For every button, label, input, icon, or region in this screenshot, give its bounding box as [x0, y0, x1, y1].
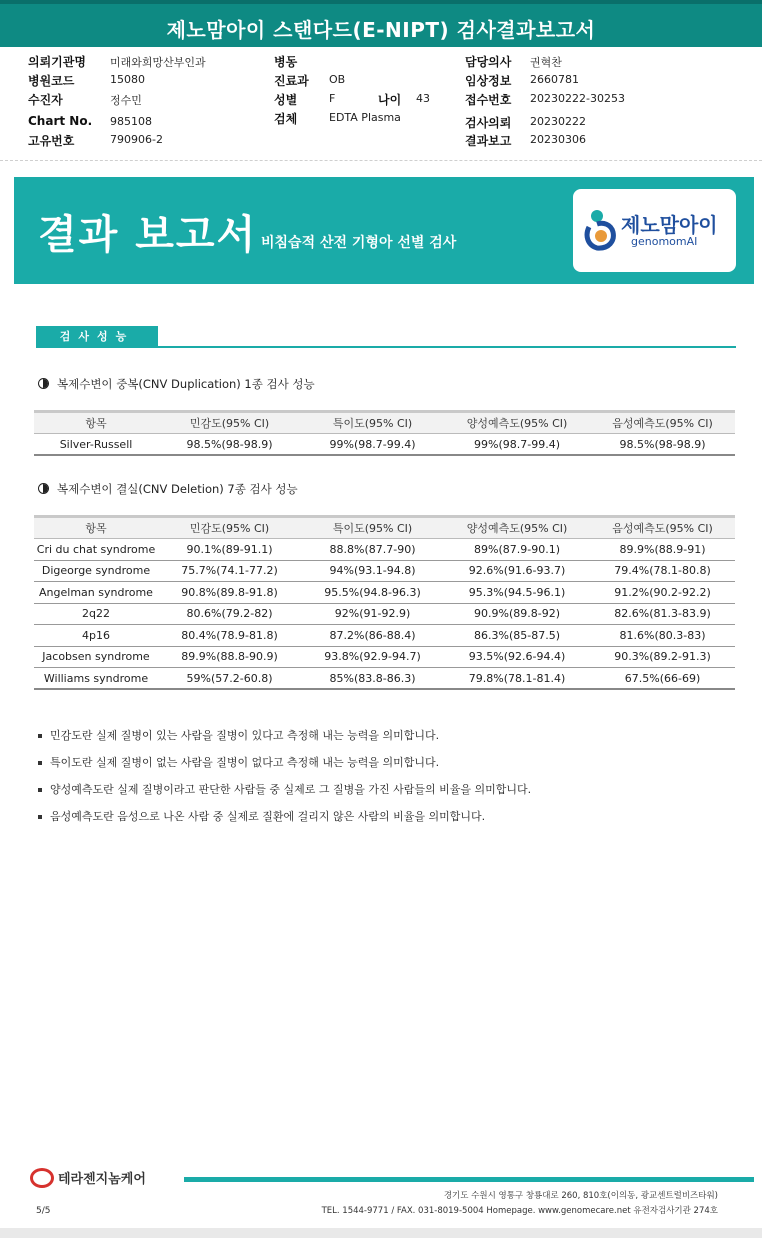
banner-title: 결과 보고서 [38, 212, 258, 258]
table-cell: 80.4%(78.9-81.8) [158, 625, 301, 647]
column-header: 민감도(95% CI) [158, 517, 301, 539]
table-cell: 94%(93.1-94.8) [301, 560, 444, 582]
column-header: 항목 [34, 517, 158, 539]
table-row [34, 668, 735, 690]
page-number: 5/5 [36, 1206, 51, 1216]
footer-contact: TEL. 1544-9771 / FAX. 031-8019-5004 Homepage. www.genomecare.net 유전자검사기관 274호 [321, 1206, 718, 1216]
table-cell: 90.8%(89.8-91.8) [158, 582, 301, 604]
table-cell: 92.6%(91.6-93.7) [444, 560, 590, 582]
footer-rule [184, 1177, 754, 1182]
bottom-strip [0, 1228, 762, 1238]
doctor-value: 권혁찬 [530, 56, 562, 69]
table-cell: 89%(87.9-90.1) [444, 539, 590, 561]
code-value: 15080 [110, 73, 145, 86]
dept-value: OB [329, 73, 346, 86]
doctor-label: 담당의사 [465, 55, 512, 69]
sex-label: 성별 [274, 93, 298, 107]
note-ppv: 양성예측도란 실제 질병이라고 판단한 사람들 중 실제로 그 질병을 가진 사람들의 비율을 의미합니다. [38, 781, 531, 799]
age-value: 43 [416, 92, 430, 105]
column-header: 특이도(95% CI) [301, 412, 444, 434]
table-row [34, 560, 735, 582]
table-cell: Digeorge syndrome [34, 560, 158, 582]
table-cell: 82.6%(81.3-83.9) [590, 603, 735, 625]
report-title: 제노맘아이 스탠다드(E-NIPT) 검사결과보고서 [166, 18, 596, 42]
table-row [34, 603, 735, 625]
table-cell: 89.9%(88.9-91) [590, 539, 735, 561]
specimen-label: 검체 [274, 112, 298, 126]
chart-label: Chart No. [28, 114, 93, 128]
table-cell: 86.3%(85-87.5) [444, 625, 590, 647]
table-cell: Williams syndrome [34, 668, 158, 690]
table-cell: 90.9%(89.8-92) [444, 603, 590, 625]
table-cell: 99%(98.7-99.4) [301, 434, 444, 456]
hospital-value: 미래와희망산부인과 [110, 56, 206, 69]
table-cell: Cri du chat syndrome [34, 539, 158, 561]
dup-heading [38, 376, 315, 392]
table-cell: 92%(91-92.9) [301, 603, 444, 625]
table-cell: 79.8%(78.1-81.4) [444, 668, 590, 690]
del-table [34, 515, 735, 690]
patient-label: 수진자 [28, 93, 63, 107]
table-cell: 98.5%(98-98.9) [158, 434, 301, 456]
ward-label: 병동 [274, 55, 298, 69]
logo-korean: 제노맘아이 [621, 213, 718, 237]
genomom-logo [573, 189, 736, 272]
column-header: 양성예측도(95% CI) [444, 517, 590, 539]
id-value: 790906-2 [110, 133, 163, 146]
footer-brand [30, 1168, 146, 1188]
note-npv: 음성예측도란 음성으로 나온 사람 중 실제로 질환에 걸리지 않은 사람의 비율을 의미합니다. [38, 808, 531, 826]
table-cell: 59%(57.2-60.8) [158, 668, 301, 690]
patient-info-block [28, 53, 748, 153]
logo-english: genomomAI [631, 235, 698, 248]
note-specificity: 특이도란 실제 질병이 없는 사람을 질병이 없다고 측정해 내는 능력을 의미합니다. [38, 754, 531, 772]
del-heading-text: 복제수변이 결실(CNV Deletion) 7종 검사 성능 [57, 482, 298, 496]
table-cell: 95.3%(94.5-96.1) [444, 582, 590, 604]
table-cell: 95.5%(94.8-96.3) [301, 582, 444, 604]
table-cell: 80.6%(79.2-82) [158, 603, 301, 625]
hospital-label: 의뢰기관명 [28, 55, 86, 69]
clinical-value: 2660781 [530, 73, 579, 86]
table-cell: 85%(83.8-86.3) [301, 668, 444, 690]
clinical-label: 임상정보 [465, 74, 512, 88]
banner-subtitle: 비침습적 산전 기형아 선별 검사 [261, 235, 457, 251]
table-cell: 79.4%(78.1-80.8) [590, 560, 735, 582]
table-row [34, 539, 735, 561]
table-cell: 2q22 [34, 603, 158, 625]
chart-value: 985108 [110, 115, 152, 128]
column-header: 특이도(95% CI) [301, 517, 444, 539]
receipt-label: 접수번호 [465, 93, 512, 107]
result-banner [14, 177, 754, 284]
del-heading [38, 481, 298, 497]
brand-name: 테라젠지놈케어 [58, 1172, 146, 1187]
request-value: 20230222 [530, 115, 586, 128]
table-cell: 90.3%(89.2-91.3) [590, 646, 735, 668]
dept-label: 진료과 [274, 74, 309, 88]
table-cell: 98.5%(98-98.9) [590, 434, 735, 456]
table-cell: 93.5%(92.6-94.4) [444, 646, 590, 668]
table-cell: 91.2%(90.2-92.2) [590, 582, 735, 604]
table-cell: 89.9%(88.8-90.9) [158, 646, 301, 668]
section-tab: 검사성능 [36, 326, 158, 347]
half-circle-icon [38, 378, 49, 389]
report-date-value: 20230306 [530, 133, 586, 146]
table-cell: 81.6%(80.3-83) [590, 625, 735, 647]
column-header: 양성예측도(95% CI) [444, 412, 590, 434]
table-cell: Angelman syndrome [34, 582, 158, 604]
brand-logo-icon [30, 1168, 54, 1188]
receipt-value: 20230222-30253 [530, 92, 625, 105]
page-footer [0, 1160, 762, 1230]
dup-table [34, 410, 735, 456]
definition-notes [38, 727, 531, 835]
column-header: 음성예측도(95% CI) [590, 412, 735, 434]
specimen-value: EDTA Plasma [329, 111, 401, 124]
sex-value: F [329, 92, 336, 105]
report-date-label: 결과보고 [465, 134, 512, 148]
table-cell: 93.8%(92.9-94.7) [301, 646, 444, 668]
id-label: 고유번호 [28, 134, 75, 148]
column-header: 민감도(95% CI) [158, 412, 301, 434]
table-row [34, 582, 735, 604]
table-cell: Jacobsen syndrome [34, 646, 158, 668]
table-cell: 87.2%(86-88.4) [301, 625, 444, 647]
table-cell: 4p16 [34, 625, 158, 647]
table-cell: 90.1%(89-91.1) [158, 539, 301, 561]
age-label: 나이 [378, 93, 402, 107]
table-cell: 99%(98.7-99.4) [444, 434, 590, 456]
genomom-logo-icon [583, 207, 617, 251]
column-header: 음성예측도(95% CI) [590, 517, 735, 539]
code-label: 병원코드 [28, 74, 75, 88]
table-cell: Silver-Russell [34, 434, 158, 456]
table-cell: 75.7%(74.1-77.2) [158, 560, 301, 582]
patient-value: 정수민 [110, 94, 142, 107]
info-divider [0, 160, 762, 161]
column-header: 항목 [34, 412, 158, 434]
dup-heading-text: 복제수변이 중복(CNV Duplication) 1종 검사 성능 [57, 377, 315, 391]
table-header-row [34, 412, 735, 434]
table-row [34, 434, 735, 456]
table-row [34, 646, 735, 668]
table-cell: 88.8%(87.7-90) [301, 539, 444, 561]
table-header-row [34, 517, 735, 539]
note-sensitivity: 민감도란 실제 질병이 있는 사람을 질병이 있다고 측정해 내는 능력을 의미합니다. [38, 727, 531, 745]
section-underline [36, 346, 736, 348]
half-circle-icon [38, 483, 49, 494]
table-cell: 67.5%(66-69) [590, 668, 735, 690]
request-label: 검사의뢰 [465, 116, 512, 130]
report-header-bar [0, 0, 762, 47]
footer-address: 경기도 수원시 영통구 창룡대로 260, 810호(이의동, 광교센트럴비즈타워) [443, 1191, 718, 1201]
table-row [34, 625, 735, 647]
